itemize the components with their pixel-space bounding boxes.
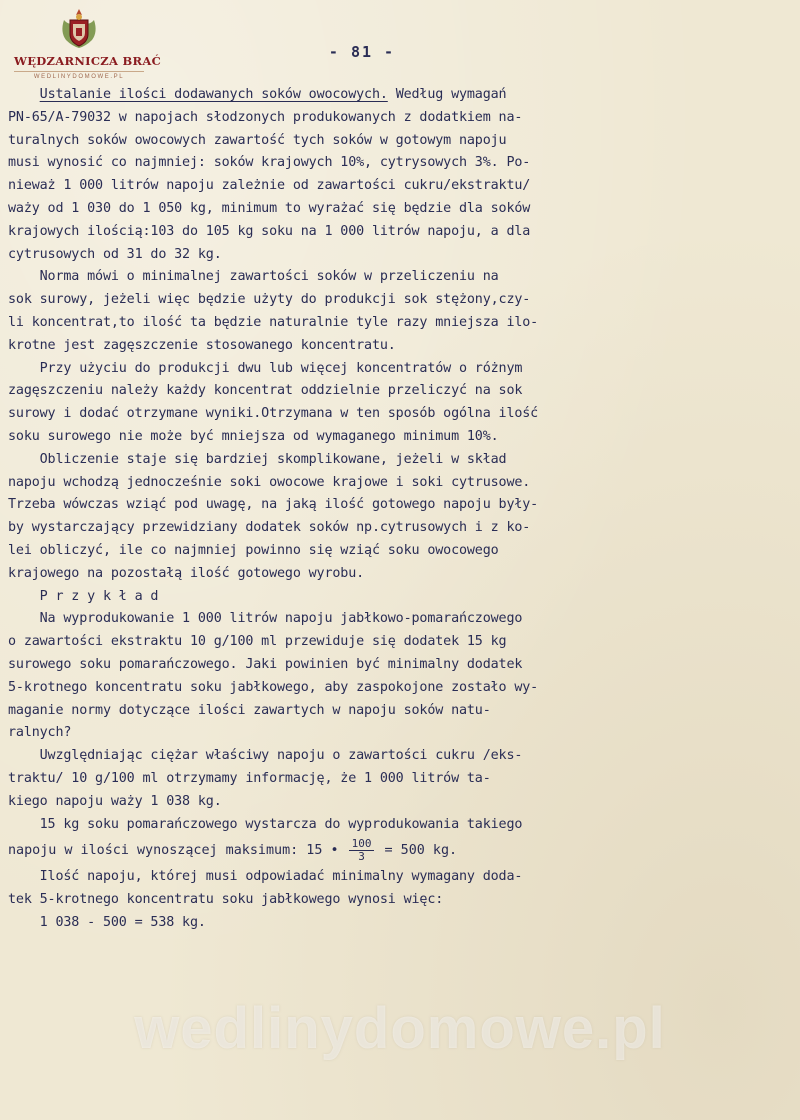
paragraph-7-line: tek 5-krotnego koncentratu soku jabłkowego wynosi więc: bbox=[8, 892, 444, 908]
paragraph-4-line: napoju wchodzą jednocześnie soki owocowe krajowe i soki cytrusowe. bbox=[8, 474, 531, 490]
paragraph-4-line: lei obliczyć, ile co najmniej powinno się wziąć soku owocowego bbox=[8, 542, 499, 558]
formula-prefix: napoju w ilości wynoszącej maksimum: 15 • bbox=[8, 843, 339, 859]
paragraph-1-line: nieważ 1 000 litrów napoju zależnie od zawartości cukru/ekstraktu/ bbox=[8, 178, 531, 194]
paragraph-2-line: krotne jest zagęszczenie stosowanego koncentratu. bbox=[8, 337, 396, 353]
formula-suffix: = 500 kg. bbox=[384, 843, 458, 859]
paragraph-3-line: Przy użyciu do produkcji dwu lub więcej koncentratów o różnym bbox=[8, 360, 523, 376]
paragraph-3-line: surowy i dodać otrzymane wyniki.Otrzymana w ten sposób ogólna ilość bbox=[8, 406, 539, 422]
paragraph-4-line: krajowego na pozostałą ilość gotowego wyrobu. bbox=[8, 565, 365, 581]
paragraph-1-line: musi wynosić co najmniej: soków krajowych 10%, cytrysowych 3%. Po- bbox=[8, 155, 531, 171]
paragraph-5-line: maganie normy dotyczące ilości zawartych w napoju soków natu- bbox=[8, 702, 491, 718]
paragraph-4-line: Trzeba wówczas wziąć pod uwagę, na jaką ilość gotowego napoju były- bbox=[8, 497, 539, 513]
paragraph-6-line: kiego napoju waży 1 038 kg. bbox=[8, 793, 222, 809]
paragraph-5-line: Na wyprodukowanie 1 000 litrów napoju jabłkowo-pomarańczowego bbox=[8, 611, 523, 627]
paragraph-1-line bbox=[8, 84, 798, 107]
page-number: - 81 - bbox=[328, 43, 396, 61]
paragraph-1-line: waży od 1 030 do 1 050 kg, minimum to wyrażać się będzie dla soków bbox=[8, 200, 531, 216]
section-title-rest: Według wymagań bbox=[387, 87, 507, 102]
fraction-numerator: 100 bbox=[349, 838, 375, 851]
watermark: wedlinydomowe.pl bbox=[134, 996, 666, 1061]
paragraph-4-line: Obliczenie staje się bardziej skomplikowane, jeżeli w skład bbox=[8, 451, 507, 467]
paragraph-6-line: Uwzględniając ciężar właściwy napoju o zawartości cukru /eks- bbox=[8, 748, 523, 764]
paragraph-3-line: zagęszczeniu należy każdy koncentrat oddzielnie przeliczyć na sok bbox=[8, 383, 523, 399]
paragraph-5-line: 5-krotnego koncentratu soku jabłkowego, aby zaspokojone zostało wy- bbox=[8, 679, 539, 695]
crest-icon bbox=[56, 6, 102, 52]
paragraph-1-line: PN-65/A-79032 w napojach słodzonych produkowanych z dodatkiem na- bbox=[8, 109, 523, 125]
paragraph-3-line: soku surowego nie może być mniejsza od wymaganego minimum 10%. bbox=[8, 428, 499, 444]
example-heading: P r z y k ł a d bbox=[8, 588, 159, 604]
formula-fraction bbox=[349, 838, 375, 863]
document-body bbox=[8, 84, 798, 935]
logo-name: WĘDZARNICZA BRAĆ bbox=[14, 54, 162, 68]
paragraph-5-line: o zawartości ekstraktu 10 g/100 ml przewiduje się dodatek 15 kg bbox=[8, 634, 507, 650]
paragraph-1-line: turalnych soków owocowych zawartość tych soków w gotowym napoju bbox=[8, 132, 507, 148]
site-logo[interactable] bbox=[14, 6, 162, 92]
paragraph-2-line: Norma mówi o minimalnej zawartości soków w przeliczeniu na bbox=[8, 269, 499, 285]
fraction-denominator: 3 bbox=[358, 849, 365, 863]
formula-line bbox=[8, 836, 798, 866]
section-title: Ustalanie ilości dodawanych soków owocowych. bbox=[39, 87, 388, 102]
paragraph-1-line: krajowych ilością:103 do 105 kg soku na 1 000 litrów napoju, a dla bbox=[8, 223, 531, 239]
logo-url: WEDLINYDOMOWE.PL bbox=[14, 71, 144, 80]
paragraph-4-line: by wystarczający przewidziany dodatek soków np.cytrusowych i z ko- bbox=[8, 520, 531, 536]
paragraph-7-line: Ilość napoju, której musi odpowiadać minimalny wymagany doda- bbox=[8, 869, 523, 885]
paragraph-5-line: surowego soku pomarańczowego. Jaki powinien być minimalny dodatek bbox=[8, 656, 523, 672]
paragraph-1-line: cytrusowych od 31 do 32 kg. bbox=[8, 246, 222, 262]
paragraph-2-line: li koncentrat,to ilość ta będzie naturalnie tyle razy mniejsza ilo- bbox=[8, 314, 539, 330]
paragraph-6-line: 15 kg soku pomarańczowego wystarcza do wyprodukowania takiego bbox=[8, 816, 523, 832]
paragraph-7-line: 1 038 - 500 = 538 kg. bbox=[8, 914, 206, 930]
paragraph-6-line: traktu/ 10 g/100 ml otrzymamy informację, że 1 000 litrów ta- bbox=[8, 770, 491, 786]
paragraph-5-line: ralnych? bbox=[8, 725, 72, 741]
paragraph-2-line: sok surowy, jeżeli więc będzie użyty do produkcji sok stężony,czy- bbox=[8, 292, 531, 308]
